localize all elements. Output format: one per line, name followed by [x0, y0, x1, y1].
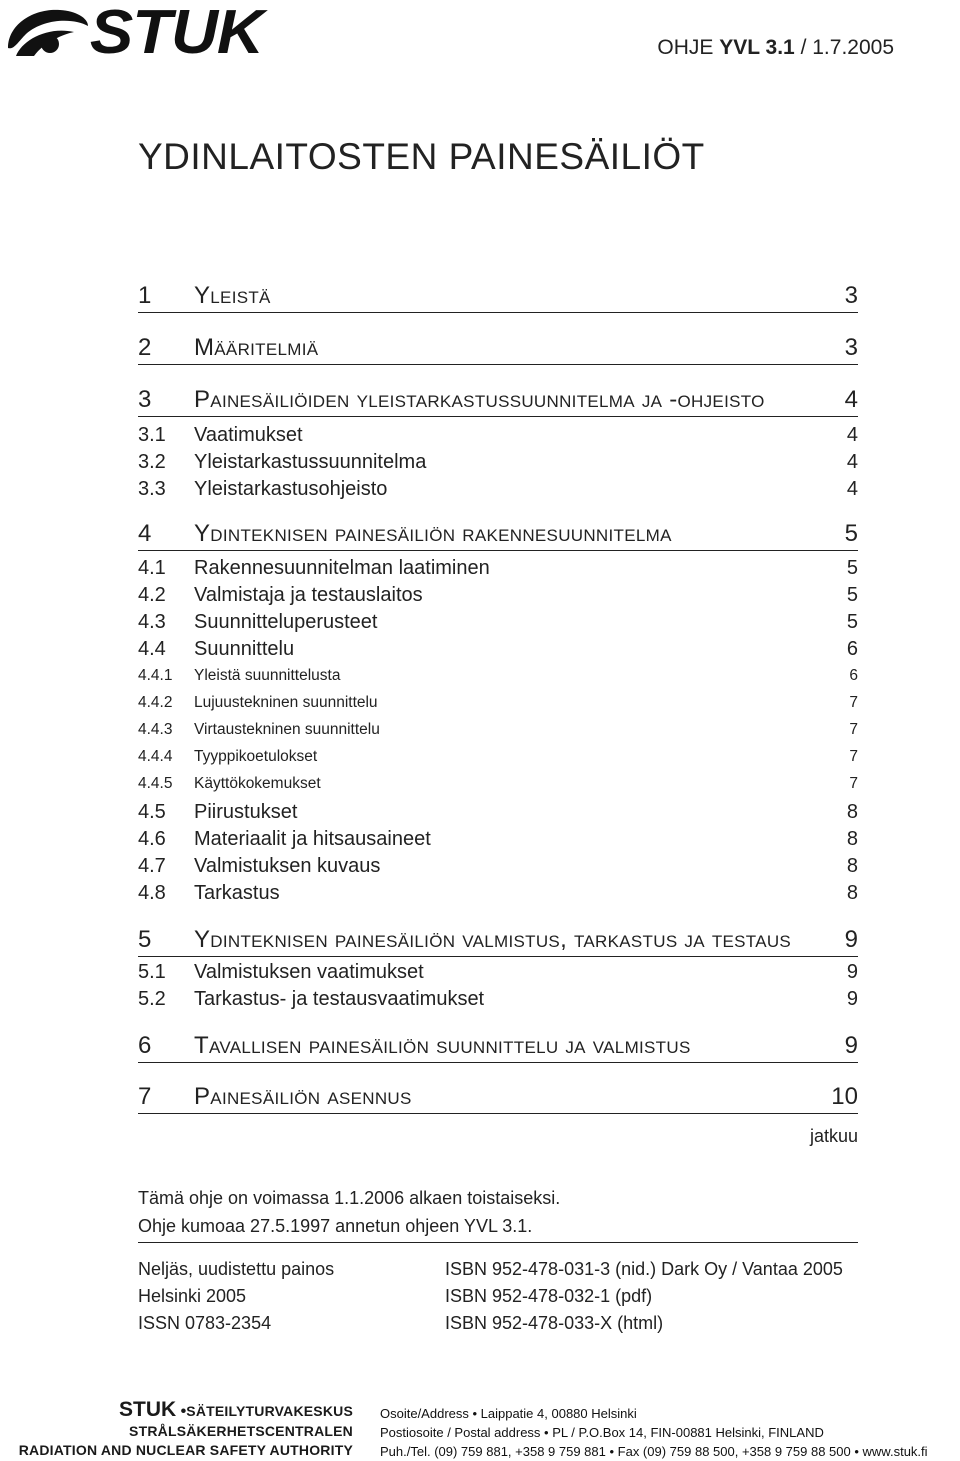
- toc-entry-number: 7: [138, 1083, 152, 1110]
- isbn-print-text: ISBN 952-478-031-3 (nid.) Dark Oy / Vantaa 2005: [445, 1259, 843, 1279]
- toc-entry: [138, 882, 858, 905]
- toc-entry-title: Painesäiliön asennus: [194, 1083, 412, 1110]
- toc-entry: [138, 748, 858, 766]
- toc-entry: [138, 386, 858, 417]
- footer-contact: [380, 1404, 928, 1461]
- toc-entry-title: Painesäiliöiden yleistarkastussuunnitelma ja -ohjeisto: [194, 386, 765, 413]
- toc-entry-number: 6: [138, 1032, 152, 1059]
- toc-entry-page: 9: [846, 988, 858, 1010]
- toc-entry-title: Valmistuksen kuvaus: [194, 855, 381, 877]
- footer-org-en: RADIATION AND NUCLEAR SAFETY AUTHORITY: [18, 1442, 353, 1458]
- toc-entry-title: Virtaustekninen suunnittelu: [194, 721, 380, 738]
- toc-entry-title: Yleistarkastusohjeisto: [194, 478, 388, 500]
- toc-entry: [138, 424, 858, 447]
- footer-address: Osoite/Address • Laippatie 4, 00880 Helsinki: [380, 1406, 637, 1421]
- publication-info-right: [445, 1256, 843, 1337]
- toc-entry-page: 7: [849, 721, 858, 738]
- place-year-text: Helsinki 2005: [138, 1286, 247, 1306]
- toc-entry-page: 9: [844, 1032, 858, 1059]
- toc-entry-number: 3.1: [138, 424, 166, 446]
- toc-entry: [138, 611, 858, 634]
- toc-entry-page: 7: [849, 775, 858, 792]
- toc-entry-title: Yleistä: [194, 282, 271, 309]
- toc-entry: [138, 334, 858, 365]
- toc-entry-page: 8: [846, 882, 858, 904]
- edition-text: Neljäs, uudistettu painos: [138, 1259, 335, 1279]
- toc-entry-page: 5: [846, 557, 858, 579]
- toc-entry-page: 3: [844, 282, 858, 309]
- toc-entry-title: Suunnitteluperusteet: [194, 611, 378, 633]
- toc-entry-page: 5: [846, 611, 858, 633]
- toc-entry-page: 7: [849, 694, 858, 711]
- toc-entry-title: Tarkastus: [194, 882, 280, 904]
- toc-entry-title: Piirustukset: [194, 801, 298, 823]
- toc-entry: [138, 988, 858, 1011]
- toc-entry-page: 6: [846, 638, 858, 660]
- publication-info-left: [138, 1256, 334, 1337]
- bullet-icon: •: [180, 1403, 187, 1420]
- toc-entry-number: 4.3: [138, 611, 166, 633]
- issn-text: ISSN 0783-2354: [138, 1313, 272, 1333]
- toc-entry-number: 5: [138, 926, 152, 953]
- toc-entry: [138, 451, 858, 474]
- toc-entry-title: Yleistä suunnittelusta: [194, 667, 341, 684]
- toc-entry-title: Tyyppikoetulokset: [194, 748, 318, 765]
- toc-entry-number: 3.2: [138, 451, 166, 473]
- toc-entry: [138, 478, 858, 501]
- toc-entry-title: Tavallisen painesäiliön suunnittelu ja valmistus: [194, 1032, 691, 1059]
- toc-entry: [138, 926, 858, 957]
- toc-entry-title: Suunnittelu: [194, 638, 295, 660]
- toc-entry-page: 3: [844, 334, 858, 361]
- toc-entry-number: 3: [138, 386, 152, 413]
- toc-entry-page: 8: [846, 801, 858, 823]
- guide-reference: [657, 36, 894, 60]
- toc-entry: [138, 961, 858, 984]
- page-title: YDINLAITOSTEN PAINESÄILIÖT: [138, 136, 705, 177]
- divider: [138, 1242, 858, 1243]
- toc-entry-page: 9: [844, 926, 858, 953]
- footer-postal-address: Postiosoite / Postal address • PL / P.O.Box 14, FIN-00881 Helsinki, FINLAND: [380, 1425, 824, 1440]
- toc-entry-title: Ydinteknisen painesäiliön rakennesuunnitelma: [194, 520, 672, 547]
- toc-entry-number: 1: [138, 282, 152, 309]
- toc-entry: [138, 557, 858, 580]
- guide-prefix: OHJE: [657, 36, 720, 59]
- toc-entry-page: 9: [846, 961, 858, 983]
- toc-entry-title: Rakennesuunnitelman laatiminen: [194, 557, 490, 579]
- toc-entry-number: 4.4.2: [138, 694, 173, 711]
- toc-entry-number: 3.3: [138, 478, 166, 500]
- toc-entry-title: Valmistuksen vaatimukset: [194, 961, 424, 983]
- toc-entry: [138, 775, 858, 793]
- toc-entry-title: Yleistarkastussuunnitelma: [194, 451, 427, 473]
- toc-entry-number: 4.4.3: [138, 721, 173, 738]
- toc-entry-title: Ydinteknisen painesäiliön valmistus, tarkastus ja testaus: [194, 926, 792, 953]
- toc-entry: [138, 584, 858, 607]
- toc-entry-title: Materiaalit ja hitsausaineet: [194, 828, 431, 850]
- validity-line-2: Ohje kumoaa 27.5.1997 annetun ohjeen YVL 3.1.: [138, 1216, 533, 1236]
- toc-entry-number: 4.8: [138, 882, 166, 904]
- toc-entry-number: 2: [138, 334, 152, 361]
- toc-entry-number: 4.6: [138, 828, 166, 850]
- toc-entry-number: 4: [138, 520, 152, 547]
- toc-entry-page: 6: [849, 667, 858, 684]
- continued-label: jatkuu: [809, 1126, 858, 1146]
- stuk-logo: [4, 0, 263, 67]
- toc-entry-number: 4.4.4: [138, 748, 173, 765]
- toc-entry-page: 4: [844, 386, 858, 413]
- footer-stuk: STUK: [119, 1398, 177, 1421]
- toc-entry-title: Määritelmiä: [194, 334, 319, 361]
- toc-entry: [138, 694, 858, 712]
- toc-entry-number: 5.1: [138, 961, 166, 983]
- toc-entry: [138, 828, 858, 851]
- toc-entry-page: 10: [831, 1083, 858, 1110]
- toc-entry: [138, 721, 858, 739]
- toc-entry-page: 4: [846, 478, 858, 500]
- footer-org-sv: STRÅLSÄKERHETSCENTRALEN: [129, 1423, 353, 1439]
- toc-entry-title: Tarkastus- ja testausvaatimukset: [194, 988, 485, 1010]
- toc-entry-title: Lujuustekninen suunnittelu: [194, 694, 378, 711]
- stuk-emblem-icon: [4, 4, 90, 62]
- toc-entry-title: Vaatimukset: [194, 424, 303, 446]
- toc-entry-page: 4: [846, 451, 858, 473]
- toc-entry: [138, 667, 858, 685]
- footer-phone: Puh./Tel. (09) 759 881, +358 9 759 881 • Fax (09) 759 88 500, +358 9 759 88 500 • www.stuk.fi: [380, 1444, 928, 1459]
- toc-entry-number: 4.4: [138, 638, 166, 660]
- toc-entry-number: 4.4.1: [138, 667, 173, 684]
- toc-entry-number: 5.2: [138, 988, 166, 1010]
- toc-entry: [138, 801, 858, 824]
- validity-line-1: Tämä ohje on voimassa 1.1.2006 alkaen toistaiseksi.: [138, 1188, 561, 1208]
- toc-entry-number: 4.1: [138, 557, 166, 579]
- toc-entry-page: 4: [846, 424, 858, 446]
- toc-entry-number: 4.4.5: [138, 775, 173, 792]
- toc-entry: [138, 855, 858, 878]
- toc-entry-page: 5: [846, 584, 858, 606]
- toc-entry-page: 8: [846, 855, 858, 877]
- toc-entry-title: Käyttökokemukset: [194, 775, 321, 792]
- toc-entry-page: 8: [846, 828, 858, 850]
- toc-entry: [138, 520, 858, 551]
- guide-date: / 1.7.2005: [794, 36, 894, 59]
- toc-entry-number: 4.5: [138, 801, 166, 823]
- toc-entry: [138, 1032, 858, 1063]
- toc-entry: [138, 638, 858, 661]
- guide-code: YVL 3.1: [719, 36, 795, 59]
- toc-entry-title: Valmistaja ja testauslaitos: [194, 584, 423, 606]
- toc-entry-page: 5: [844, 520, 858, 547]
- isbn-html-text: ISBN 952-478-033-X (html): [445, 1313, 664, 1333]
- footer-organization: [19, 1398, 353, 1460]
- footer-org-fi: SÄTEILYTURVAKESKUS: [186, 1403, 353, 1419]
- toc-entry-number: 4.7: [138, 855, 166, 877]
- toc-entry: [138, 282, 858, 313]
- toc-entry-page: 7: [849, 748, 858, 765]
- logo-wordmark: STUK: [89, 0, 263, 67]
- toc-entry: [138, 1083, 858, 1114]
- toc-entry-number: 4.2: [138, 584, 166, 606]
- isbn-pdf-text: ISBN 952-478-032-1 (pdf): [445, 1286, 653, 1306]
